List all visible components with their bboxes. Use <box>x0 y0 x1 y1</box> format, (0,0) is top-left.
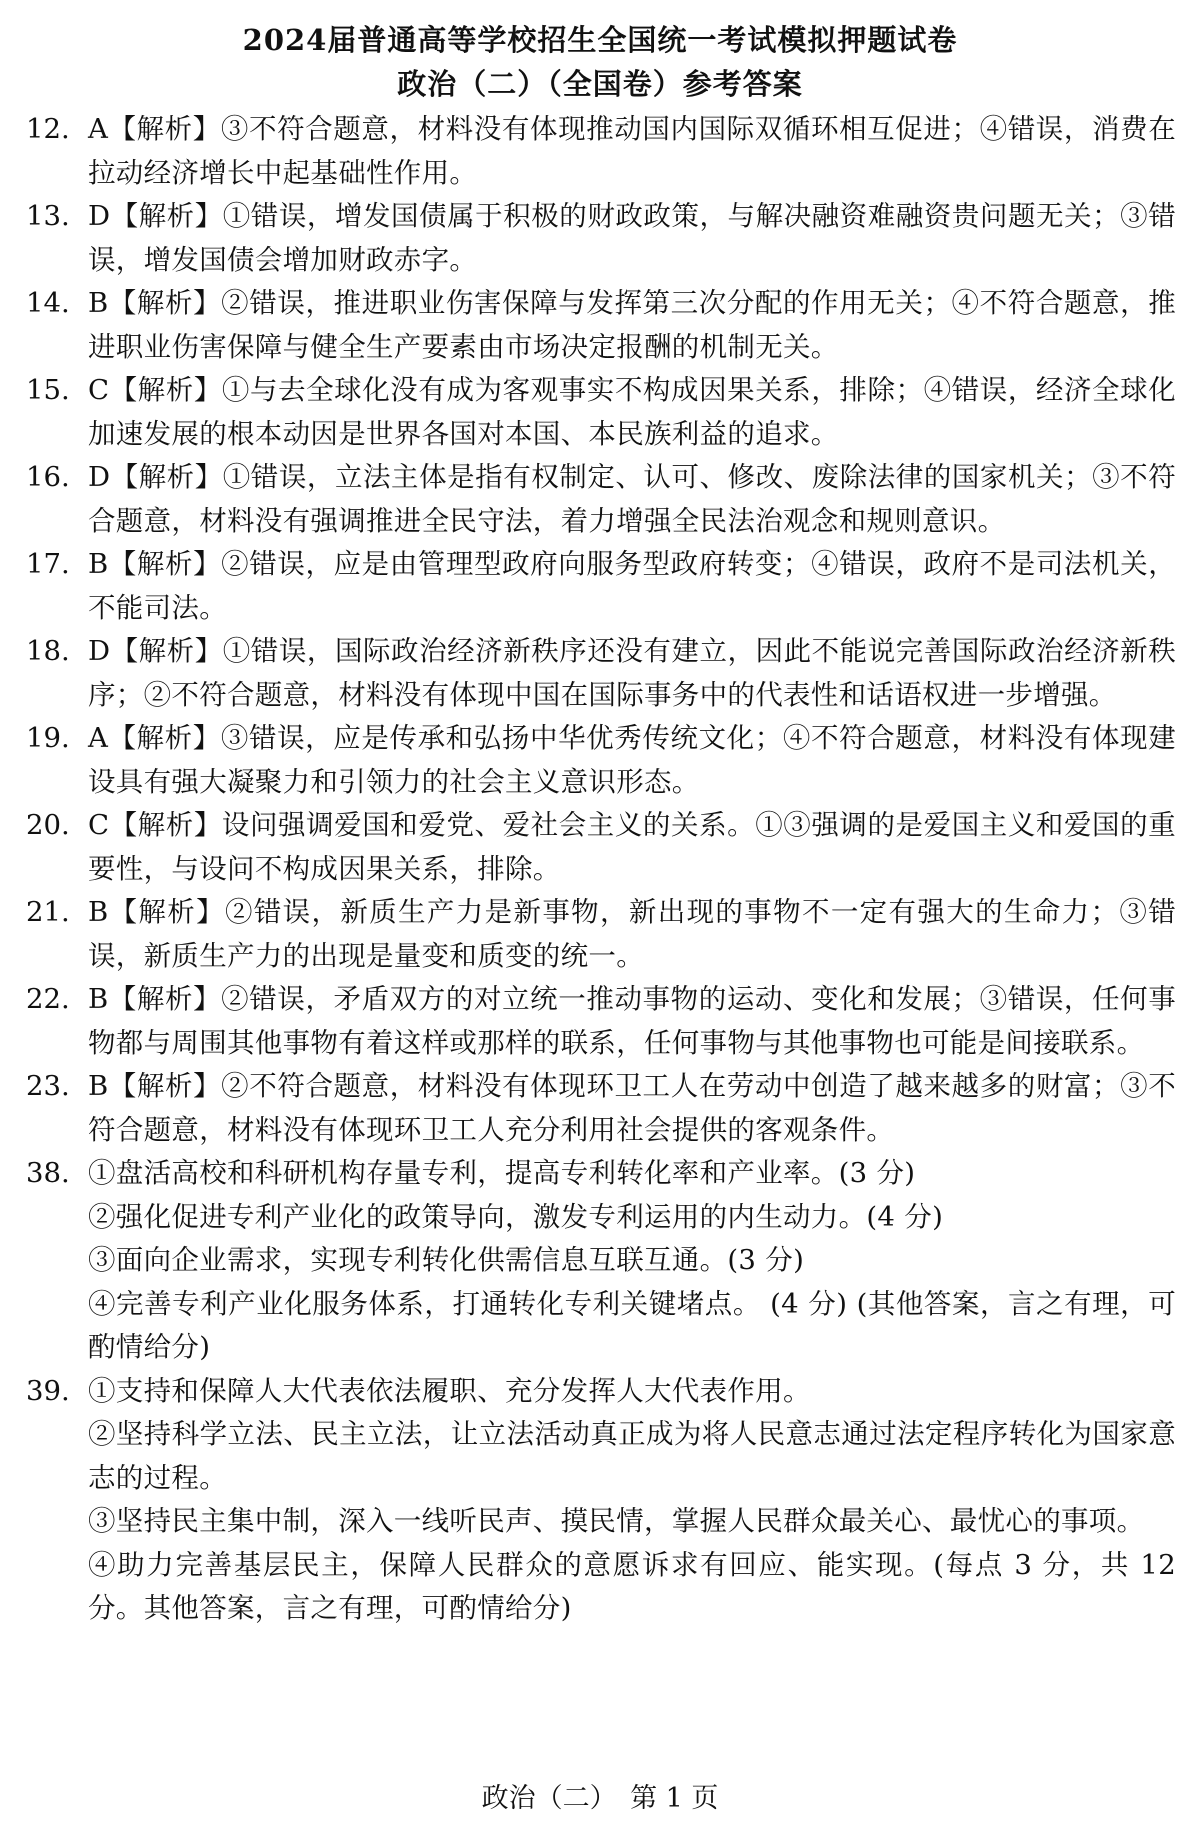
answer-body <box>88 1065 1176 1152</box>
answer-item <box>26 1065 1176 1152</box>
question-number: 17. <box>26 548 70 580</box>
page-footer: 政治（二） 第 1 页 <box>481 1783 719 1814</box>
answer-text: ①盘活高校和科研机构存量专利，提高专利转化率和产业率。(3 分) <box>88 1157 916 1189</box>
answer-item <box>26 891 1176 978</box>
answer-text: D【解析】①错误，国际政治经济新秩序还没有建立，因此不能说完善国际政治经济新秩序；②不符合题意，材料没有体现中国在国际事务中的代表性和话语权进一步增强。 <box>88 635 1176 711</box>
answer-item <box>26 369 1176 456</box>
answer-text: ②强化促进专利产业化的政策导向，激发专利运用的内生动力。(4 分) <box>88 1200 944 1233</box>
answer-body <box>88 456 1176 543</box>
answer-item <box>26 717 1176 804</box>
answer-item <box>26 978 1176 1065</box>
answer-item <box>26 630 1176 717</box>
answer-body <box>88 891 1176 978</box>
question-number: 16. <box>26 461 70 493</box>
answer-text: B【解析】②错误，推进职业伤害保障与发挥第三次分配的作用无关；④不符合题意，推进职业伤害保障与健全生产要素由市场决定报酬的机制无关。 <box>88 287 1176 363</box>
answer-body <box>88 717 1176 804</box>
question-number: 39. <box>26 1374 70 1407</box>
question-number: 12. <box>26 113 70 145</box>
answer-text: ③面向企业需求，实现专利转化供需信息互联互通。(3 分) <box>88 1244 805 1276</box>
exam-title: 2024届普通高等学校招生全国统一考试模拟押题试卷 <box>242 23 958 57</box>
answer-item <box>26 282 1176 369</box>
answer-text: B【解析】②错误，矛盾双方的对立统一推动事物的运动、变化和发展；③错误，任何事物都与周围其他事物有着这样或那样的联系，任何事物与其他事物也可能是间接联系。 <box>88 983 1176 1059</box>
answer-body <box>88 804 1176 891</box>
question-number: 21. <box>26 896 70 928</box>
answer-body <box>88 630 1176 717</box>
answer-text: ④完善专利产业化服务体系，打通转化专利关键堵点。 (4 分) (其他答案，言之有理，可酌情给分) <box>88 1287 1176 1363</box>
answer-key-subtitle: 政治（二）（全国卷）参考答案 <box>397 67 803 101</box>
question-number: 20. <box>26 809 70 841</box>
answer-body <box>88 543 1176 630</box>
question-number: 14. <box>26 287 70 319</box>
answer-text: B【解析】②错误，新质生产力是新事物，新出现的事物不一定有强大的生命力；③错误，新质生产力的出现是量变和质变的统一。 <box>88 896 1176 972</box>
question-number: 38. <box>26 1157 70 1189</box>
answer-text: B【解析】②错误，应是由管理型政府向服务型政府转变；④错误，政府不是司法机关，不能司法。 <box>88 548 1176 624</box>
answer-text: A【解析】③不符合题意，材料没有体现推动国内国际双循环相互促进；④错误，消费在拉动经济增长中起基础性作用。 <box>88 113 1176 189</box>
answer-item <box>26 1370 1176 1631</box>
question-number: 18. <box>26 635 70 667</box>
question-number: 23. <box>26 1070 70 1102</box>
answer-text: A【解析】③错误，应是传承和弘扬中华优秀传统文化；④不符合题意，材料没有体现建设具有强大凝聚力和引领力的社会主义意识形态。 <box>88 722 1176 798</box>
answer-item <box>26 108 1176 195</box>
question-number: 22. <box>26 983 70 1015</box>
answer-text: ①支持和保障人大代表依法履职、充分发挥人大代表作用。 <box>88 1374 811 1407</box>
answer-item <box>26 195 1176 282</box>
answer-text: ③坚持民主集中制，深入一线听民声、摸民情，掌握人民群众最关心、最忧心的事项。 <box>88 1505 1145 1537</box>
answer-body <box>88 1152 1176 1370</box>
answer-text: ②坚持科学立法、民主立法，让立法活动真正成为将人民意志通过法定程序转化为国家意志的过程。 <box>88 1418 1176 1494</box>
question-number: 15. <box>26 374 70 406</box>
answer-text: B【解析】②不符合题意，材料没有体现环卫工人在劳动中创造了越来越多的财富；③不符合题意，材料没有体现环卫工人充分利用社会提供的客观条件。 <box>88 1070 1176 1146</box>
answer-text: ④助力完善基层民主，保障人民群众的意愿诉求有回应、能实现。(每点 3 分，共 12 分。其他答案，言之有理，可酌情给分) <box>88 1548 1176 1624</box>
question-number: 13. <box>26 200 70 232</box>
answer-item <box>26 804 1176 891</box>
answer-item <box>26 1152 1176 1370</box>
answer-body <box>88 369 1176 456</box>
answer-text: C【解析】设问强调爱国和爱党、爱社会主义的关系。①③强调的是爱国主义和爱国的重要性，与设问不构成因果关系，排除。 <box>88 809 1176 885</box>
answer-body <box>88 1370 1176 1631</box>
answer-text: D【解析】①错误，增发国债属于积极的财政政策，与解决融资难融资贵问题无关；③错误，增发国债会增加财政赤字。 <box>88 200 1176 276</box>
answer-text: C【解析】①与去全球化没有成为客观事实不构成因果关系，排除；④错误，经济全球化加速发展的根本动因是世界各国对本国、本民族利益的追求。 <box>88 374 1176 450</box>
question-number: 19. <box>26 722 70 754</box>
answer-item <box>26 543 1176 630</box>
answer-body <box>88 282 1176 369</box>
answer-item <box>26 456 1176 543</box>
answer-text: D【解析】①错误，立法主体是指有权制定、认可、修改、废除法律的国家机关；③不符合题意，材料没有强调推进全民守法，着力增强全民法治观念和规则意识。 <box>88 461 1176 537</box>
answers-list <box>26 108 1176 1631</box>
answer-body <box>88 108 1176 195</box>
answer-body <box>88 195 1176 282</box>
answer-body <box>88 978 1176 1065</box>
